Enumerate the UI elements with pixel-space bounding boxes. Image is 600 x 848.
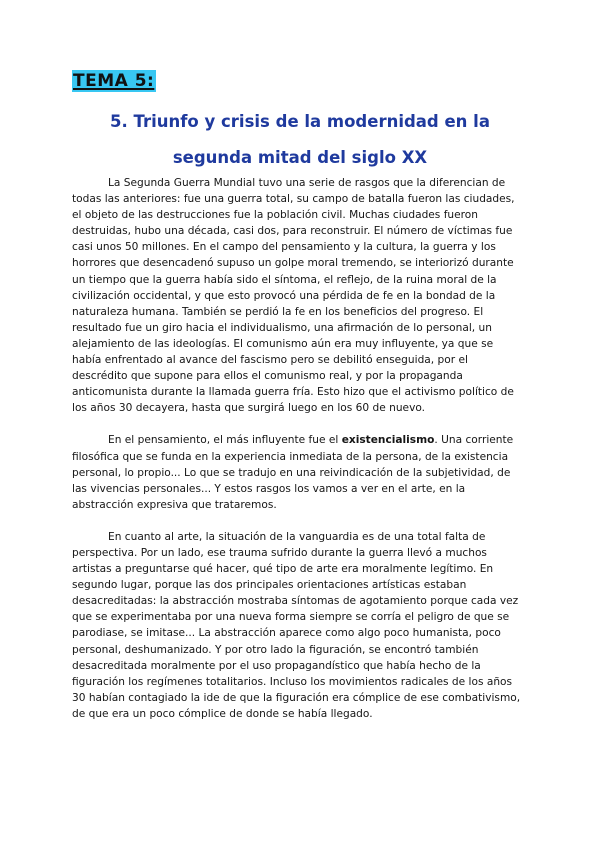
paragraph-2	[72, 432, 522, 512]
paragraph-2-text-start: En el pensamiento, el más influyente fue el	[108, 434, 342, 447]
tema-label: TEMA 5:	[73, 71, 155, 91]
document-body	[72, 175, 522, 722]
bold-term-existencialismo: existencialismo	[341, 434, 435, 447]
chapter-title: 5. Triunfo y crisis de la modernidad en la segunda mitad del siglo XX	[110, 112, 490, 167]
paragraph-2-text-end: . Una corriente filosófica que se funda en la experiencia inmediata de la persona, de la existencia personal, lo propio... Lo que se tradujo en una reivindicación de la subjetividad, de las vivencias personales... Y estos rasgos los vamos a ver en el arte, en la abstracción expresiva que trataremos.	[72, 434, 514, 511]
paragraph-1: La Segunda Guerra Mundial tuvo una serie de rasgos que la diferencian de todas las anteriores: fue una guerra total, su campo de batalla fueron las ciudades, el objeto de las destrucciones fue la población civil. Muchas ciudades fueron destruidas, hubo una década, casi dos, para reconstruir. El número de víctimas fue casi unos 50 millones. En el campo del pensamiento y la cultura, la guerra y los horrores que desencadenó supuso un golpe moral tremendo, se interiorizó durante un tiempo que la guerra había sido el síntoma, el reflejo, de la ruina moral de la civilización occidental, y que esto provocó una pérdida de fe en la bondad de la naturaleza humana. También se perdió la fe en los beneficios del progreso. El resultado fue un giro hacia el individualismo, una afirmación de lo personal, un alejamiento de las ideologías. El comunismo aún era muy influyente, ya que se había enfrentado al avance del fascismo pero se debilitó enseguida, por el descrédito que supone para ellos el comunismo real, y por la propaganda anticomunista durante la llamada guerra fría. Esto hizo que el activismo político de los años 30 decayera, hasta que surgirá luego en los 60 de nuevo.	[72, 177, 515, 415]
paragraph-3: En cuanto al arte, la situación de la vanguardia es de una total falta de perspectiva. Por un lado, ese trauma sufrido durante la guerra llevó a muchos artistas a preguntarse qué hacer, qué tipo de arte era moralmente legítimo. En segundo lugar, porque las dos principales orientaciones artísticas estaban desacreditadas: la abstracción mostraba síntomas de agotamiento porque cada vez que se experimentaba por una nueva forma siempre se corría el peligro de que se parodiase, se imitase... La abstracción aparece como algo poco humanista, poco personal, deshumanizado. Y por otro lado la figuración, se encontró también desacreditada moralmente por el uso propagandístico que había hecho de la figuración los regímenes totalitarios. Incluso los movimientos radicales de los años 30 habían contagiado la ide de que la figuración era cómplice de ese combativismo, de que era un poco cómplice de donde se había llegado.	[72, 530, 521, 720]
